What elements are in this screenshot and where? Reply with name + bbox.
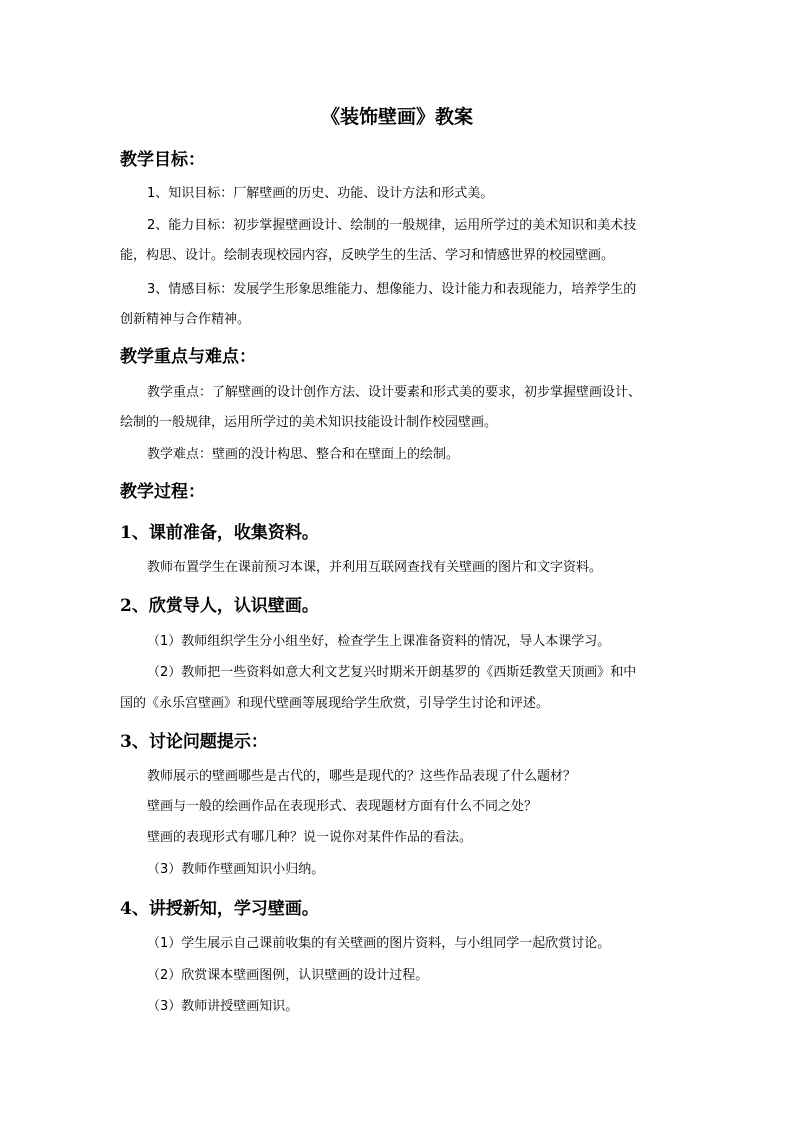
heading-step-4: 4、讲授新知，学习壁画。 — [120, 899, 319, 919]
step-2-item-1: （1）教师组织学生分小组坐好，检查学生上课准备资料的情况，导人本课学习。 — [147, 634, 611, 649]
goal-ability-line1: 2、能力目标：初步掌握壁画设计、绘制的一般规律，运用所学过的美术知识和美术技 — [147, 218, 637, 233]
step-3-question-3: 壁画的表现形式有哪几种？说一说你对某件作品的看法。 — [147, 830, 473, 845]
heading-teaching-process: 教学过程： — [120, 482, 205, 502]
heading-step-1: 1、课前准备，收集资料。 — [120, 523, 319, 543]
goal-ability-line2: 能，构思、设计。绘制表现校园内容，反映学生的生活、学习和情感世界的校园壁画。 — [120, 248, 615, 263]
step-3-question-2: 壁画与一般的绘画作品在表现形式、表现题材方面有什么不同之处？ — [147, 799, 538, 814]
goal-knowledge: 1、知识目标：厂解壁画的历史、功能、设计方法和形式美。 — [147, 186, 494, 201]
heading-step-2: 2、欣赏导人，认识壁画。 — [120, 596, 319, 616]
goal-emotion-line2: 创新精神与合作精神。 — [120, 312, 251, 327]
step-1-text: 教师布置学生在课前预习本课，并利用互联网查找有关壁画的图片和文字资料。 — [147, 560, 603, 575]
step-3-question-1: 教师展示的壁画哪些是古代的，哪些是现代的？这些作品表现了什么题材？ — [147, 769, 577, 784]
key-point-line1: 教学重点：了解壁画的设计创作方法、设计要素和形式美的要求，初步掌握壁画设计、 — [147, 385, 642, 400]
step-4-item-2: （2）欣赏课本壁画图例，认识壁画的设计过程。 — [147, 968, 429, 983]
key-point-line2: 绘制的一般规律，运用所学过的美术知识技能设计制作校园壁画。 — [120, 415, 498, 430]
difficult-point: 教学难点：壁画的没计构思、整合和在壁面上的绘制。 — [147, 447, 460, 462]
goal-emotion-line1: 3、情感目标：发展学生形象思维能力、想像能力、设计能力和表现能力，培养学生的 — [147, 282, 637, 297]
step-3-summary: （3）教师作壁画知识小归纳。 — [147, 862, 325, 877]
heading-key-points: 教学重点与难点： — [120, 347, 256, 367]
document-title: 《装饰壁画》教案 — [320, 106, 473, 128]
heading-teaching-goals: 教学目标： — [120, 150, 205, 170]
heading-step-3: 3、讨论问题提示： — [120, 732, 268, 752]
step-4-item-1: （1）学生展示自己课前收集的有关壁画的图片资料，与小组同学一起欣赏讨论。 — [147, 936, 611, 951]
step-4-item-3: （3）教师讲授壁画知识。 — [147, 999, 299, 1014]
step-2-item-2-line2: 国的《永乐宫壁画》和现代壁画等展现给学生欣赏，引导学生讨论和评述。 — [120, 696, 550, 711]
step-2-item-2-line1: （2）教师把一些资料如意大利文艺复兴时期米开朗基罗的《西斯廷教堂天顶画》和中 — [147, 665, 637, 680]
